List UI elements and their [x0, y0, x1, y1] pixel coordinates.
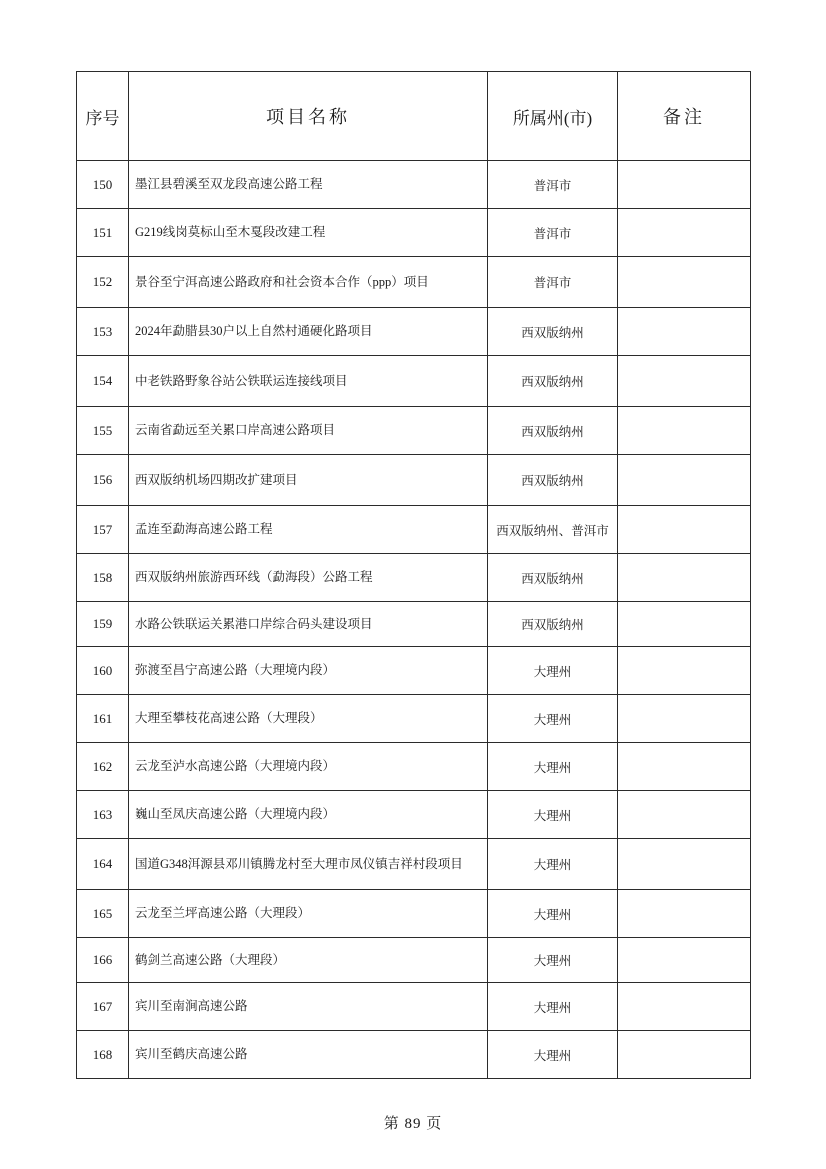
cell-sequence: 158 [77, 554, 129, 602]
cell-project-name: 大理至攀枝花高速公路（大理段） [129, 695, 488, 743]
cell-region: 普洱市 [488, 209, 618, 257]
table-row [77, 791, 751, 839]
cell-region: 西双版纳州 [488, 455, 618, 506]
cell-remark [618, 209, 751, 257]
cell-remark [618, 308, 751, 356]
table-row [77, 647, 751, 695]
cell-remark [618, 938, 751, 983]
cell-remark [618, 356, 751, 407]
cell-project-name: 西双版纳州旅游西环线（勐海段）公路工程 [129, 554, 488, 602]
cell-project-name: 宾川至南涧高速公路 [129, 983, 488, 1031]
table-row [77, 839, 751, 890]
cell-region: 西双版纳州、普洱市 [488, 506, 618, 554]
table-row [77, 695, 751, 743]
cell-sequence: 157 [77, 506, 129, 554]
table-row [77, 356, 751, 407]
table-row [77, 602, 751, 647]
cell-sequence: 159 [77, 602, 129, 647]
cell-region: 大理州 [488, 647, 618, 695]
cell-sequence: 151 [77, 209, 129, 257]
project-table-container [76, 71, 750, 1079]
cell-project-name: 西双版纳机场四期改扩建项目 [129, 455, 488, 506]
cell-remark [618, 407, 751, 455]
cell-remark [618, 554, 751, 602]
cell-remark [618, 161, 751, 209]
cell-project-name: 云南省勐远至关累口岸高速公路项目 [129, 407, 488, 455]
table-row [77, 407, 751, 455]
table-row [77, 983, 751, 1031]
table-row [77, 161, 751, 209]
cell-remark [618, 743, 751, 791]
cell-project-name: 水路公铁联运关累港口岸综合码头建设项目 [129, 602, 488, 647]
cell-project-name: 景谷至宁洱高速公路政府和社会资本合作（ppp）项目 [129, 257, 488, 308]
cell-region: 大理州 [488, 791, 618, 839]
cell-project-name: G219线岗莫标山至木戛段改建工程 [129, 209, 488, 257]
cell-region: 西双版纳州 [488, 407, 618, 455]
cell-sequence: 156 [77, 455, 129, 506]
cell-sequence: 162 [77, 743, 129, 791]
cell-project-name: 宾川至鹤庆高速公路 [129, 1031, 488, 1079]
cell-region: 西双版纳州 [488, 308, 618, 356]
cell-remark [618, 983, 751, 1031]
cell-project-name: 孟连至勐海高速公路工程 [129, 506, 488, 554]
column-header-region: 所属州(市) [488, 72, 618, 161]
cell-region: 大理州 [488, 743, 618, 791]
table-row [77, 554, 751, 602]
cell-project-name: 鹤剑兰高速公路（大理段） [129, 938, 488, 983]
cell-sequence: 154 [77, 356, 129, 407]
cell-project-name: 云龙至兰坪高速公路（大理段） [129, 890, 488, 938]
cell-remark [618, 791, 751, 839]
cell-project-name: 2024年勐腊县30户以上自然村通硬化路项目 [129, 308, 488, 356]
table-row [77, 308, 751, 356]
cell-remark [618, 890, 751, 938]
table-row [77, 743, 751, 791]
cell-sequence: 152 [77, 257, 129, 308]
cell-project-name: 弥渡至昌宁高速公路（大理境内段） [129, 647, 488, 695]
cell-sequence: 167 [77, 983, 129, 1031]
cell-sequence: 165 [77, 890, 129, 938]
column-header-project-name: 项目名称 [129, 72, 488, 161]
cell-region: 普洱市 [488, 257, 618, 308]
cell-region: 大理州 [488, 1031, 618, 1079]
table-header [77, 72, 751, 161]
table-row [77, 506, 751, 554]
cell-sequence: 166 [77, 938, 129, 983]
table-row [77, 890, 751, 938]
cell-remark [618, 1031, 751, 1079]
cell-sequence: 161 [77, 695, 129, 743]
column-header-sequence: 序号 [77, 72, 129, 161]
cell-sequence: 164 [77, 839, 129, 890]
cell-region: 普洱市 [488, 161, 618, 209]
cell-sequence: 163 [77, 791, 129, 839]
table-body [77, 161, 751, 1079]
table-row [77, 209, 751, 257]
cell-region: 大理州 [488, 695, 618, 743]
cell-remark [618, 257, 751, 308]
column-header-remark: 备注 [618, 72, 751, 161]
page-footer: 第 89 页 [383, 1116, 443, 1132]
cell-project-name: 巍山至凤庆高速公路（大理境内段） [129, 791, 488, 839]
cell-project-name: 中老铁路野象谷站公铁联运连接线项目 [129, 356, 488, 407]
table-row [77, 257, 751, 308]
cell-region: 大理州 [488, 983, 618, 1031]
cell-sequence: 153 [77, 308, 129, 356]
cell-region: 大理州 [488, 890, 618, 938]
cell-region: 西双版纳州 [488, 356, 618, 407]
cell-remark [618, 839, 751, 890]
cell-sequence: 155 [77, 407, 129, 455]
table-row [77, 938, 751, 983]
cell-remark [618, 455, 751, 506]
table-row [77, 455, 751, 506]
cell-remark [618, 647, 751, 695]
cell-sequence: 150 [77, 161, 129, 209]
cell-sequence: 160 [77, 647, 129, 695]
cell-remark [618, 602, 751, 647]
cell-region: 大理州 [488, 938, 618, 983]
cell-sequence: 168 [77, 1031, 129, 1079]
cell-project-name: 墨江县碧溪至双龙段高速公路工程 [129, 161, 488, 209]
table-row [77, 1031, 751, 1079]
cell-region: 西双版纳州 [488, 602, 618, 647]
cell-project-name: 国道G348洱源县邓川镇腾龙村至大理市凤仪镇吉祥村段项目 [129, 839, 488, 890]
cell-region: 大理州 [488, 839, 618, 890]
cell-region: 西双版纳州 [488, 554, 618, 602]
project-list-table [76, 71, 751, 1079]
cell-remark [618, 695, 751, 743]
table-header-row [77, 72, 751, 161]
cell-project-name: 云龙至泸水高速公路（大理境内段） [129, 743, 488, 791]
cell-remark [618, 506, 751, 554]
